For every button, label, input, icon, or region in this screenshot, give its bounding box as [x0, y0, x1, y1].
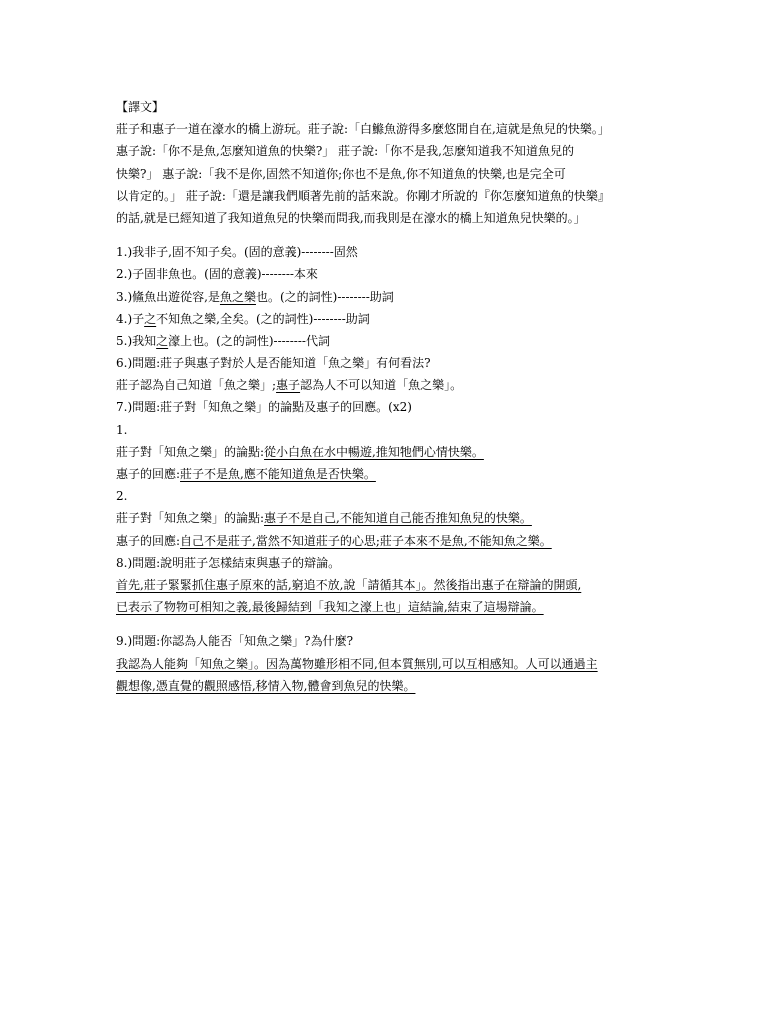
answer-text: 首先,莊子緊緊抓住惠子原來的話,窮追不放,說「請循其本」。然後指出惠子在辯論的開頭, [116, 577, 582, 592]
question-5-answer: 濠上也。(之的詞性)--------代詞 [168, 333, 330, 348]
answer-text: 莊子認為自己知道「魚之樂」; [116, 378, 277, 393]
paragraph-spacer [116, 618, 661, 630]
answer-text: 已表示了物物可相知之義,最後歸結到「我知之濠上也」這結論,結束了這場辯論。 [116, 600, 544, 615]
question-7: 7.)問題:莊子對「知魚之樂」的論點及惠子的回應。(x2) [116, 400, 412, 415]
translation-line: 惠子說:「你不是魚,怎麼知道魚的快樂?」 莊子說:「你不是我,怎麼知道我不知道魚兒的 [116, 144, 574, 159]
translation-line: 快樂?」 惠子說:「我不是你,固然不知道你;你也不是魚,你不知道魚的快樂,也是完全可 [116, 166, 566, 181]
answer-text: 認為人不可以知道「魚之樂」。 [300, 378, 463, 393]
question-3-text: 3.)鯈魚出遊從容,是 [116, 289, 220, 304]
question-4-text: 4.)子 [116, 311, 145, 326]
underlined-word: 之 [144, 311, 157, 326]
section-heading: 【譯文】 [116, 100, 165, 114]
answer-text: 從小白魚在水中暢遊,推知牠們心情快樂。 [264, 444, 484, 459]
question-3 [116, 286, 661, 308]
huizi-response [116, 530, 661, 552]
zhuangzi-argument [116, 507, 661, 529]
underlined-word: 惠子 [276, 378, 301, 393]
question-1: 1.)我非子,固不知子矣。(固的意義)--------固然 [116, 245, 358, 260]
part-number: 1. [116, 422, 128, 437]
translation-line: 莊子和惠子一道在濠水的橋上游玩。莊子說:「白鰷魚游得多麼悠閒自在,這就是魚兒的快樂。」 [116, 122, 610, 137]
answer-label: 惠子的回應: [116, 467, 181, 481]
huizi-response [116, 463, 661, 485]
question-3-answer: 也。(之的詞性)--------助詞 [255, 289, 394, 304]
paragraph-spacer [116, 229, 661, 241]
question-5-text: 5.)我知 [116, 333, 157, 348]
translation-line: 的話,就是已經知道了我知道魚兒的快樂而問我,而我則是在濠水的橋上知道魚兒快樂的。」 [116, 210, 586, 225]
question-2: 2.)子固非魚也。(固的意義)--------本來 [116, 267, 318, 282]
question-6: 6.)問題:莊子與惠子對於人是否能知道「魚之樂」有何看法? [116, 356, 431, 371]
underlined-phrase: 魚之樂 [219, 289, 256, 304]
answer-text: 我認為人能夠「知魚之樂」。因為萬物雖形相不同,但本質無別,可以互相感知。人可以通過主 [116, 656, 598, 671]
answer-text: 觀想像,憑直覺的觀照感悟,移情入物,體會到魚兒的快樂。 [116, 678, 416, 693]
question-4 [116, 308, 661, 330]
question-6-answer [116, 374, 661, 396]
answer-text: 莊子不是魚,應不能知道魚是否快樂。 [180, 467, 376, 481]
answer-label: 惠子的回應: [116, 533, 181, 548]
document-body [116, 96, 661, 697]
zhuangzi-argument [116, 441, 661, 463]
question-4-answer: 不知魚之樂,全矣。(之的詞性)--------助詞 [156, 311, 370, 326]
answer-text: 自己不是莊子,當然不知道莊子的心思;莊子本來不是魚,不能知魚之樂。 [180, 533, 552, 548]
underlined-word: 之 [156, 333, 169, 348]
answer-text: 惠子不是自己,不能知道自己能否推知魚兒的快樂。 [264, 511, 532, 526]
question-5 [116, 330, 661, 352]
question-9: 9.)問題:你認為人能否「知魚之樂」?為什麼? [116, 634, 354, 649]
answer-label: 莊子對「知魚之樂」的論點: [116, 444, 265, 459]
translation-line: 以肯定的。」 莊子說:「還是讓我們順著先前的話來說。你剛才所說的『你怎麼知道魚的快樂』 [116, 188, 610, 203]
answer-label: 莊子對「知魚之樂」的論點: [116, 511, 265, 526]
part-number: 2. [116, 489, 128, 504]
question-8: 8.)問題:說明莊子怎樣結束與惠子的辯論。 [116, 555, 341, 570]
